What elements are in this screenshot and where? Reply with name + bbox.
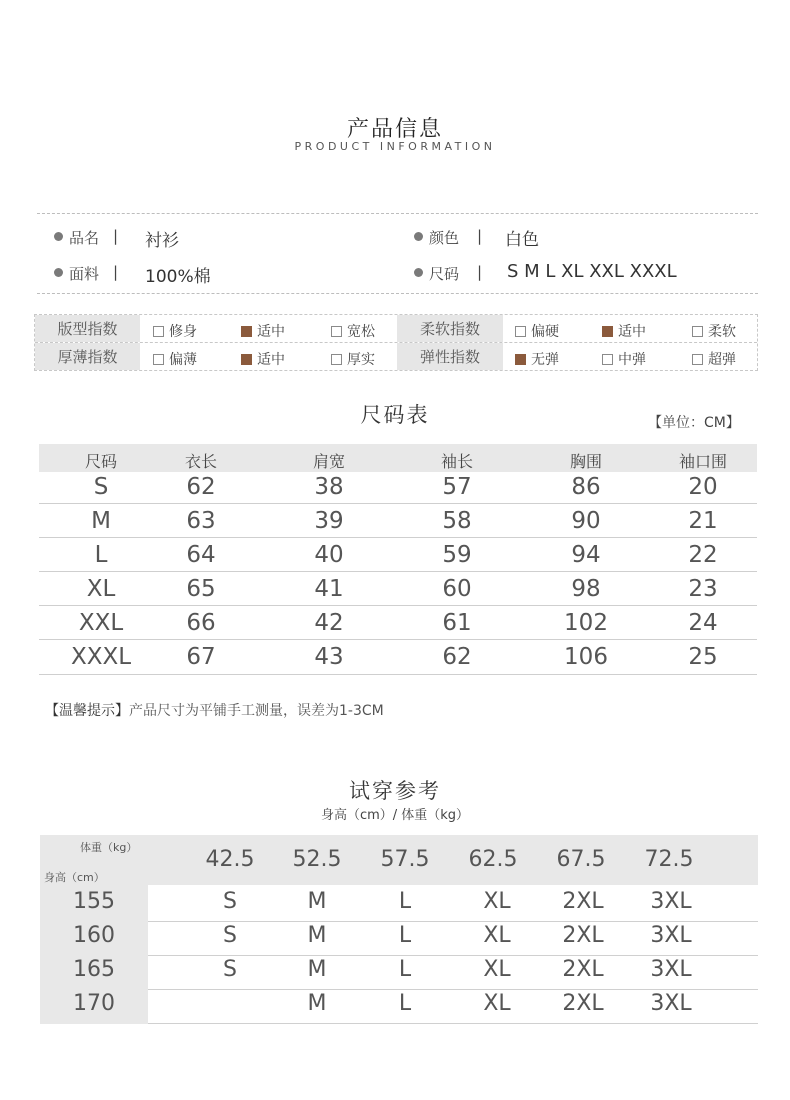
row-divider [148, 921, 758, 922]
table-cell: M [307, 923, 327, 948]
index-label: 版型指数 [35, 315, 140, 342]
table-cell: S [223, 957, 237, 982]
tip-text: 产品尺寸为平铺手工测量，误差为1-3CM [129, 703, 384, 719]
table-row [39, 606, 757, 640]
index-label: 弹性指数 [397, 343, 503, 370]
option-label: 柔软 [708, 324, 736, 340]
table-cell: L [398, 923, 412, 948]
table-cell: XL [483, 957, 511, 982]
table-cell: 3XL [650, 889, 692, 914]
row-divider [148, 1023, 758, 1024]
table-cell: 2XL [562, 889, 604, 914]
try-on-title: 试穿参考 [349, 779, 441, 803]
weight-value: 42.5 [205, 847, 255, 872]
index-option [331, 321, 375, 341]
table-cell: 39 [314, 508, 344, 534]
option-label: 偏薄 [169, 352, 197, 368]
index-option [153, 321, 197, 341]
index-label: 柔软指数 [397, 315, 503, 342]
table-cell: M [307, 957, 327, 982]
separator: | [113, 227, 119, 245]
column-header: 袖口围 [678, 452, 728, 471]
table-cell: 23 [688, 576, 718, 602]
fabric-label: 面料 [69, 265, 100, 283]
divider [37, 213, 758, 214]
table-cell: 20 [688, 474, 718, 500]
row-divider [148, 989, 758, 990]
table-cell: M [307, 889, 327, 914]
size-value: S M L XL XXL XXXL [507, 261, 677, 282]
table-cell: 43 [314, 644, 344, 670]
table-cell: 25 [688, 644, 718, 670]
table-cell: 63 [186, 508, 216, 534]
try-on-subtitle: 身高（cm）/ 体重（kg） [320, 808, 470, 823]
table-cell: 60 [442, 576, 472, 602]
divider [37, 293, 758, 294]
name-label: 品名 [69, 229, 100, 247]
index-option [602, 349, 646, 369]
table-cell: 61 [442, 610, 472, 636]
table-cell: 57 [442, 474, 472, 500]
column-header: 胸围 [569, 452, 603, 471]
table-cell: 58 [442, 508, 472, 534]
tip-note [45, 700, 384, 720]
checkbox-icon [331, 326, 342, 337]
height-value: 155 [73, 889, 115, 914]
table-cell: 21 [688, 508, 718, 534]
table-cell: 102 [564, 610, 608, 636]
table-row [39, 640, 757, 674]
option-label: 宽松 [347, 324, 375, 340]
option-label: 超弹 [708, 352, 736, 368]
table-cell: 62 [442, 644, 472, 670]
size-table-header [39, 444, 757, 472]
index-option [515, 349, 559, 369]
weight-value: 52.5 [292, 847, 342, 872]
table-cell: L [94, 542, 108, 568]
weight-header-row [40, 835, 758, 885]
name-value: 衬衫 [145, 231, 179, 251]
index-option [515, 321, 559, 341]
table-cell: XXXL [70, 644, 132, 670]
separator: | [477, 263, 483, 281]
table-cell: S [223, 923, 237, 948]
column-header: 肩宽 [312, 452, 346, 471]
option-label: 适中 [257, 324, 285, 340]
unit-label: 【单位：CM】 [648, 415, 740, 431]
bullet-icon [414, 232, 423, 241]
table-cell: S [93, 474, 109, 500]
page-title: 产品信息 [346, 117, 443, 142]
weight-value: 72.5 [644, 847, 694, 872]
table-cell: 98 [571, 576, 601, 602]
weight-axis-label: 体重（kg） [80, 841, 138, 854]
checkbox-icon [692, 326, 703, 337]
index-option [692, 321, 736, 341]
column-header: 尺码 [84, 452, 118, 471]
table-cell: 86 [571, 474, 601, 500]
size-label: 尺码 [429, 265, 460, 283]
table-cell: XL [86, 576, 116, 602]
column-header: 衣长 [184, 452, 218, 471]
option-label: 适中 [618, 324, 646, 340]
table-cell: 67 [186, 644, 216, 670]
table-cell: XXL [78, 610, 124, 636]
table-row [40, 991, 758, 1023]
checkbox-checked-icon [241, 326, 252, 337]
table-cell: 59 [442, 542, 472, 568]
table-cell: 62 [186, 474, 216, 500]
table-row [39, 538, 757, 572]
table-cell: M [91, 508, 111, 534]
table-cell: 40 [314, 542, 344, 568]
index-option [602, 321, 646, 341]
table-cell: XL [483, 923, 511, 948]
table-cell: 2XL [562, 991, 604, 1016]
table-cell: 3XL [650, 957, 692, 982]
table-cell: 3XL [650, 991, 692, 1016]
table-cell: M [307, 991, 327, 1016]
option-label: 修身 [169, 324, 197, 340]
table-row [39, 470, 757, 504]
column-header: 袖长 [440, 452, 474, 471]
table-cell: 38 [314, 474, 344, 500]
table-cell: L [398, 889, 412, 914]
table-row [40, 889, 758, 921]
grid-divider [35, 342, 757, 343]
table-cell: XL [483, 889, 511, 914]
weight-value: 67.5 [556, 847, 606, 872]
table-cell: 94 [571, 542, 601, 568]
color-value: 白色 [505, 230, 539, 250]
index-option [241, 321, 285, 341]
table-cell: L [398, 991, 412, 1016]
checkbox-icon [602, 354, 613, 365]
table-cell: 64 [186, 542, 216, 568]
checkbox-icon [153, 354, 164, 365]
size-chart-title: 尺码表 [360, 403, 430, 427]
index-option [153, 349, 197, 369]
table-cell: XL [483, 991, 511, 1016]
fabric-value: 100%棉 [145, 267, 211, 287]
bullet-icon [54, 268, 63, 277]
fit-index-grid [34, 314, 758, 371]
bullet-icon [54, 232, 63, 241]
color-label: 颜色 [429, 229, 460, 247]
option-label: 厚实 [347, 352, 375, 368]
table-cell: 3XL [650, 923, 692, 948]
table-row [39, 504, 757, 538]
checkbox-icon [331, 354, 342, 365]
table-row [40, 957, 758, 989]
height-axis-label: 身高（cm） [44, 871, 105, 884]
checkbox-checked-icon [602, 326, 613, 337]
table-cell: 22 [688, 542, 718, 568]
option-label: 无弹 [531, 352, 559, 368]
option-label: 偏硬 [531, 324, 559, 340]
checkbox-checked-icon [515, 354, 526, 365]
row-divider [148, 955, 758, 956]
table-cell: 2XL [562, 923, 604, 948]
row-divider [39, 674, 757, 675]
table-row [39, 572, 757, 606]
table-cell: 66 [186, 610, 216, 636]
option-label: 适中 [257, 352, 285, 368]
table-cell: 24 [688, 610, 718, 636]
checkbox-checked-icon [241, 354, 252, 365]
table-cell: 42 [314, 610, 344, 636]
table-cell: L [398, 957, 412, 982]
separator: | [477, 227, 483, 245]
table-cell: 2XL [562, 957, 604, 982]
table-cell: S [223, 889, 237, 914]
index-option [241, 349, 285, 369]
checkbox-icon [515, 326, 526, 337]
separator: | [113, 263, 119, 281]
height-value: 170 [73, 991, 115, 1016]
weight-value: 57.5 [380, 847, 430, 872]
table-cell: 41 [314, 576, 344, 602]
checkbox-icon [692, 354, 703, 365]
height-value: 165 [73, 957, 115, 982]
height-value: 160 [73, 923, 115, 948]
checkbox-icon [153, 326, 164, 337]
tip-label: 【温馨提示】 [45, 703, 129, 719]
page-subtitle: PRODUCT INFORMATION [294, 140, 496, 153]
option-label: 中弹 [618, 352, 646, 368]
table-row [40, 923, 758, 955]
index-option [331, 349, 375, 369]
bullet-icon [414, 268, 423, 277]
index-option [692, 349, 736, 369]
table-cell: 65 [186, 576, 216, 602]
table-cell: 90 [571, 508, 601, 534]
weight-value: 62.5 [468, 847, 518, 872]
table-cell: 106 [564, 644, 608, 670]
index-label: 厚薄指数 [35, 343, 140, 370]
